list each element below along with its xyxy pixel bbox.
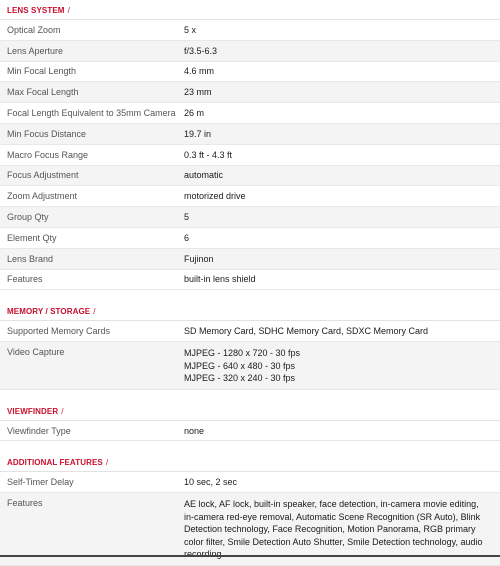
spec-row bbox=[0, 62, 500, 83]
spec-row bbox=[0, 228, 500, 249]
spec-value: AE lock, AF lock, built-in speaker, face detection, in-camera movie editing, in-camera red-eye removal, Automatic Scene Recognition (SR Auto), Blink Detection technology, Face Recognition, Motion Panorama, RGB primary color filter, Smile Detection Auto Shutter, Smile Detection technology, audio bbox=[184, 499, 483, 547]
spec-row bbox=[0, 124, 500, 145]
section-gap bbox=[0, 290, 500, 301]
spec-row bbox=[0, 145, 500, 166]
spec-value: 4.6 mm bbox=[184, 66, 215, 77]
spec-label: Features bbox=[7, 274, 43, 285]
spec-label: Min Focal Length bbox=[7, 66, 77, 77]
section-header-memory-storage bbox=[0, 301, 500, 321]
spec-label: Min Focus Distance bbox=[7, 128, 87, 139]
section-gap bbox=[0, 390, 500, 401]
spec-value: 5 x bbox=[184, 24, 197, 35]
spec-value: automatic bbox=[184, 170, 224, 181]
spec-row bbox=[0, 82, 500, 103]
spec-row bbox=[0, 166, 500, 187]
spec-label: Supported Memory Cards bbox=[7, 326, 111, 337]
spec-row bbox=[0, 41, 500, 62]
spec-label: Group Qty bbox=[7, 212, 49, 223]
spec-label: Viewfinder Type bbox=[7, 425, 71, 436]
spec-row bbox=[0, 20, 500, 41]
section-title: MEMORY / STORAGE bbox=[7, 307, 91, 317]
section-title: VIEWFINDER bbox=[7, 406, 59, 416]
spec-label: Self-Timer Delay bbox=[7, 477, 74, 488]
section-gap bbox=[0, 441, 500, 452]
spec-value: Fujinon bbox=[184, 253, 214, 264]
section-header-viewfinder bbox=[0, 401, 500, 421]
spec-label: Macro Focus Range bbox=[7, 149, 89, 160]
video-capture-line: MJPEG - 1280 x 720 - 30 fps bbox=[184, 348, 301, 359]
section-title: LENS SYSTEM bbox=[7, 6, 65, 15]
section-separator: / bbox=[105, 458, 109, 468]
spec-row bbox=[0, 270, 500, 291]
spec-value: SD Memory Card, SDHC Memory Card, SDXC Memory Card bbox=[184, 326, 429, 337]
spec-row bbox=[0, 421, 500, 442]
section-separator: / bbox=[67, 6, 70, 15]
spec-row-video-capture bbox=[0, 342, 500, 390]
section-separator: / bbox=[93, 307, 96, 317]
spec-row bbox=[0, 321, 500, 342]
spec-label: Optical Zoom bbox=[7, 24, 61, 35]
spec-value: 6 bbox=[184, 232, 190, 243]
spec-label: Focus Adjustment bbox=[7, 170, 79, 181]
spec-row bbox=[0, 472, 500, 493]
spec-label: Element Qty bbox=[7, 232, 57, 243]
spec-value: 0.3 ft - 4.3 ft bbox=[184, 149, 233, 160]
section-header-additional-features bbox=[0, 452, 500, 472]
spec-value: f/3.5-6.3 bbox=[184, 45, 218, 56]
spec-label: Zoom Adjustment bbox=[7, 191, 78, 202]
spec-value: 23 mm bbox=[184, 87, 212, 98]
video-capture-line: MJPEG - 320 x 240 - 30 fps bbox=[184, 373, 296, 384]
spec-label: Lens Aperture bbox=[7, 45, 64, 56]
spec-label: Video Capture bbox=[7, 347, 65, 358]
spec-row bbox=[0, 207, 500, 228]
section-separator: / bbox=[61, 406, 64, 416]
spec-row bbox=[0, 249, 500, 270]
spec-label: Focal Length Equivalent to 35mm Camera bbox=[7, 108, 176, 119]
spec-value: built-in lens shield bbox=[184, 274, 256, 285]
section-header-lens-system bbox=[0, 0, 500, 20]
spec-row bbox=[0, 103, 500, 124]
spec-label: Lens Brand bbox=[7, 253, 54, 264]
spec-value bbox=[184, 342, 500, 389]
spec-value: 10 sec, 2 sec bbox=[184, 477, 238, 488]
spec-row bbox=[0, 186, 500, 207]
spec-value: none bbox=[184, 425, 205, 436]
spec-label: Features bbox=[7, 498, 43, 509]
section-title: ADDITIONAL FEATURES bbox=[7, 458, 103, 468]
spec-label: Max Focal Length bbox=[7, 87, 79, 98]
spec-value: 26 m bbox=[184, 108, 205, 119]
spec-value: 19.7 in bbox=[184, 128, 212, 139]
video-capture-line: MJPEG - 640 x 480 - 30 fps bbox=[184, 360, 296, 371]
spec-value: motorized drive bbox=[184, 191, 246, 202]
spec-value: 5 bbox=[184, 212, 190, 223]
